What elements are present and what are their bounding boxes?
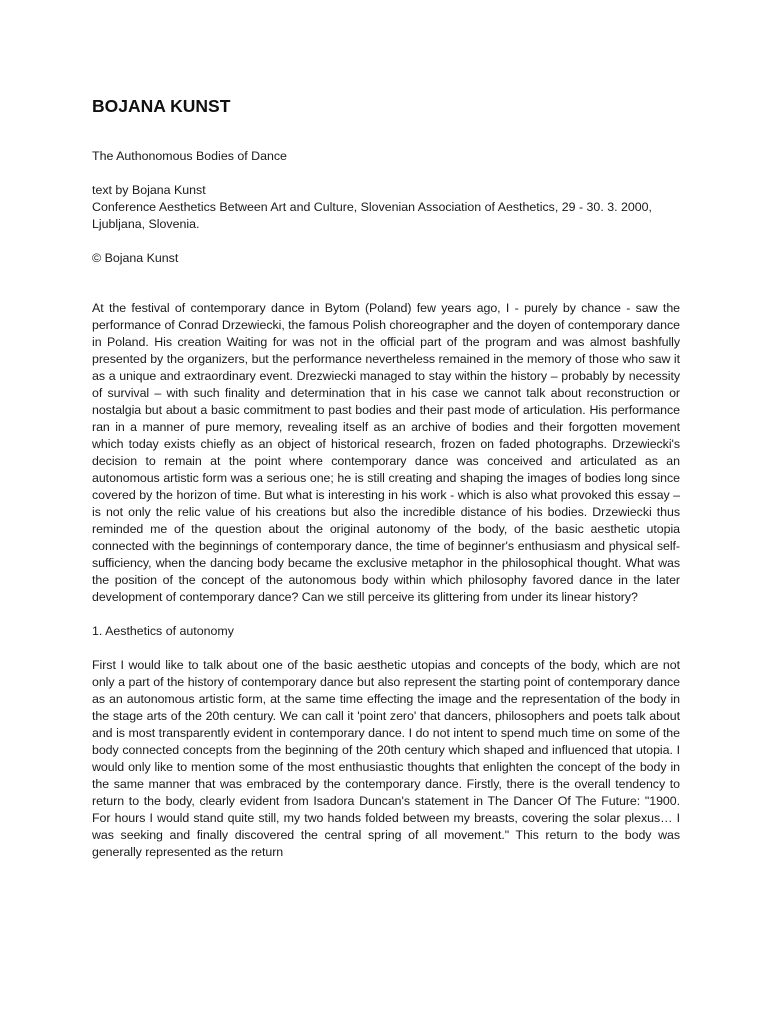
body-paragraph-1: At the festival of contemporary dance in Bytom (Poland) few years ago, I - purely by chance - saw the performance of Conrad Drzewiecki, the famous Polish choreographer and the doyen of contemporary dance in Poland. His creation Waiting for was not in the official part of the program and was almost bashfully presented by the organizers, but the performance nevertheless remained in the memory of those who saw it as a unique and extraordinary event. Drezwiecki managed to stay within the history – probably by necessity of survival – with such finality and determination that in his case we cannot talk about reconstruction or nostalgia but about a basic commitment to past bodies and their past mode of articulation. His performance ran in a manner of pure memory, revealing itself as an archive of bodies and their forgotten movement which today exists chiefly as an object of historical research, frozen on faded photographs. Drzewiecki's decision to remain at the point where contemporary dance was conceived and articulated as an autonomous artistic form was a serious one; he is still creating and shaping the images of bodies long since covered by the horizon of time. But what is interesting in his work - which is also what provoked this essay – is not only the relic value of his creations but also the incredible distance of his bodies. Drzewiecki thus reminded me of the question about the original autonomy of the body, of the basic aesthetic utopia connected with the beginnings of contemporary dance, the time of beginner's enthusiasm and physical self-sufficiency, when the dancing body became the exclusive metaphor in the philosophical thought. What was the position of the concept of the autonomous body within which philosophy favored dance in the later development of contemporary dance? Can we still perceive its glittering from under its linear history?: [92, 301, 680, 604]
conference-info: Conference Aesthetics Between Art and Culture, Slovenian Association of Aesthetics, 29 - 30. 3. 2000, Ljubljana, Slovenia.: [92, 200, 652, 231]
credits-block: [92, 182, 680, 233]
document-page: [92, 96, 680, 861]
document-title: The Authonomous Bodies of Dance: [92, 149, 287, 163]
body-paragraph-2: First I would like to talk about one of the basic aesthetic utopias and concepts of the body, which are not only a part of the history of contemporary dance but also represent the starting point of contemporary dance as an autonomous artistic form, at the same time effecting the image and the representation of the body in the stage arts of the 20th century. We can call it 'point zero' that dancers, philosophers and poets talk about and is most transparently evident in contemporary dance. I do not intent to spend much time on some of the body connected concepts from the beginning of the 20th century which shaped and influenced that utopia. I would only like to mention some of the most enthusiastic thoughts that enlighten the concept of the body in the same manner that was embraced by the contemporary dance. Firstly, there is the overall tendency to return to the body, clearly evident from Isadora Duncan's statement in The Dancer Of The Future: "1900. For hours I would stand quite still, my two hands folded between my breasts, covering the solar plexus… I was seeking and finally discovered the central spring of all movement." This return to the body was generally represented as the return: [92, 658, 680, 859]
copyright-notice: © Bojana Kunst: [92, 251, 179, 265]
byline: text by Bojana Kunst: [92, 183, 206, 197]
section-heading: 1. Aesthetics of autonomy: [92, 624, 234, 638]
author-heading: BOJANA KUNST: [92, 96, 231, 116]
